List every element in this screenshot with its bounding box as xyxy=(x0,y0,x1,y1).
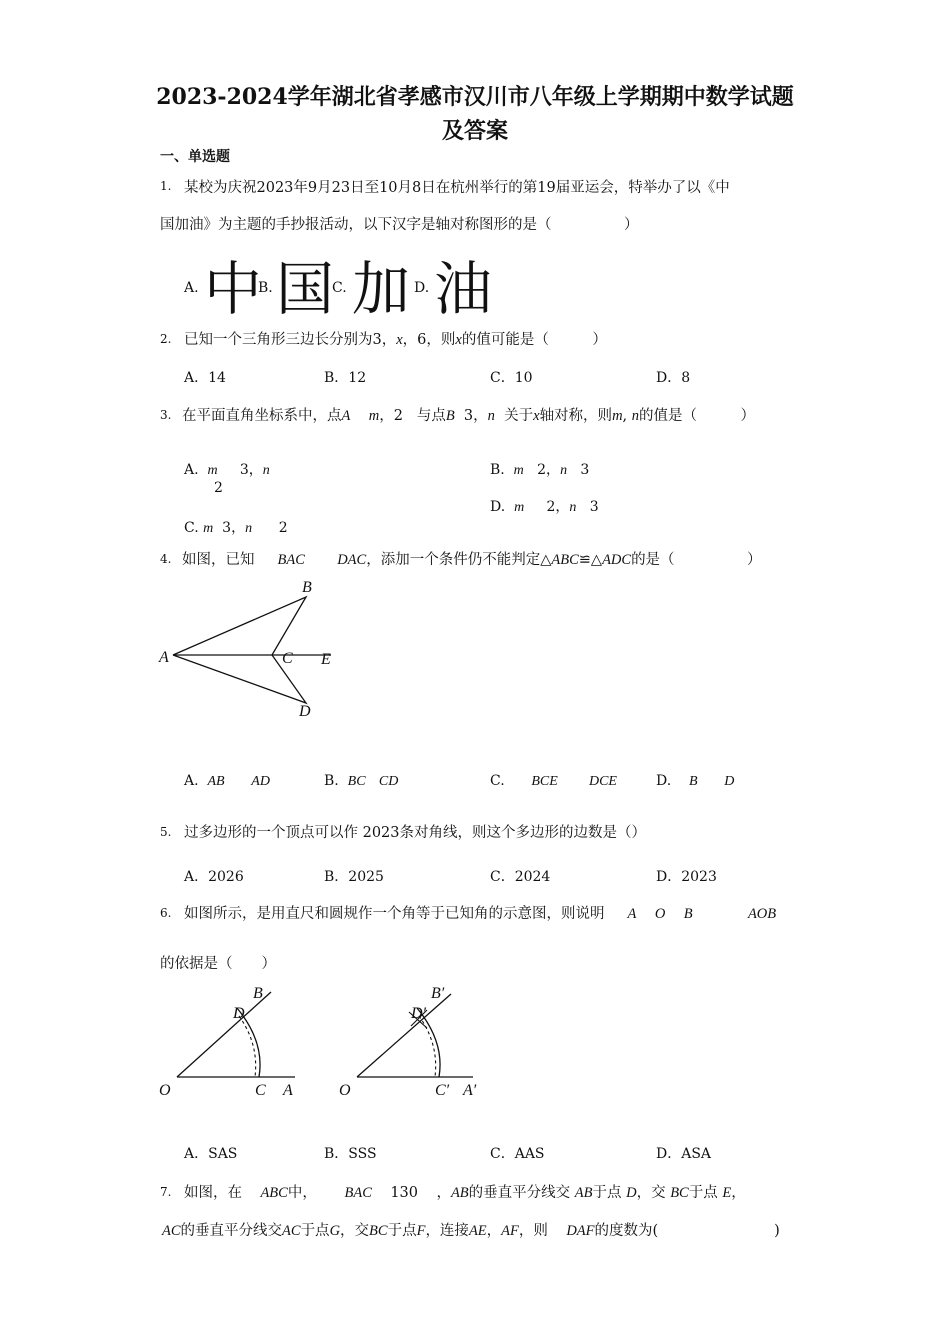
segment: BC xyxy=(369,1223,388,1239)
text: ，连接 xyxy=(425,1223,469,1239)
angle: BAC xyxy=(344,1185,372,1201)
segment: AE xyxy=(468,1223,487,1239)
label-O: O xyxy=(159,1082,171,1099)
text: ≌△ xyxy=(578,552,603,568)
label: D. xyxy=(656,773,672,789)
value: 3 xyxy=(589,499,599,515)
var: m xyxy=(207,463,218,478)
point: D xyxy=(626,1185,637,1201)
var: m xyxy=(513,463,524,478)
option-d[interactable]: D．ASA xyxy=(656,1146,712,1162)
angle: BAC xyxy=(277,552,305,568)
section-heading: 一、单选题 xyxy=(160,149,230,165)
label: A. xyxy=(184,773,199,789)
text: 如图，已知 xyxy=(182,552,255,568)
var: m xyxy=(612,408,623,424)
label: B. xyxy=(324,773,339,789)
angle: DAF xyxy=(566,1223,595,1239)
var: A xyxy=(627,906,637,922)
text: ，交 xyxy=(636,1185,666,1201)
label: C. xyxy=(184,520,199,536)
var: B xyxy=(689,774,698,789)
segment: AC xyxy=(282,1223,301,1239)
var-x: x xyxy=(455,332,462,348)
text: ，则 xyxy=(518,1223,548,1239)
option-b[interactable]: B．12 xyxy=(324,370,367,386)
option-d-label[interactable]: D. xyxy=(414,280,430,296)
label-B-prime: B′ xyxy=(431,985,445,1002)
value: 130 xyxy=(390,1185,418,1201)
text: 在平面直角坐标系中，点 xyxy=(182,408,342,424)
var: O xyxy=(654,906,666,922)
text: ，交 xyxy=(340,1223,370,1239)
question-number: 4. xyxy=(160,552,172,566)
text: 的值可能是（ ） xyxy=(461,332,607,348)
label-B: B xyxy=(253,985,263,1002)
segment: AF xyxy=(501,1223,519,1239)
label-D: D xyxy=(299,703,311,720)
question-text: 某校为庆祝2023年9月23日至10月8日在杭州举行的第19届亚运会，特举办了以《中 xyxy=(184,180,730,196)
option-a-cont: 2 xyxy=(214,480,223,496)
option-d-glyph: 油 xyxy=(434,255,493,323)
option-b[interactable]: B．2025 xyxy=(324,869,384,885)
text: 中， xyxy=(287,1185,317,1201)
option-d[interactable] xyxy=(656,773,734,790)
text: ，6，则 xyxy=(402,332,456,348)
text: 于点 xyxy=(592,1185,622,1201)
label-D: D xyxy=(233,1005,245,1022)
text: 于点 xyxy=(688,1185,718,1201)
option-a-glyph: 中 xyxy=(204,255,263,323)
label: D. xyxy=(490,499,506,515)
var: n xyxy=(631,408,640,424)
var: n xyxy=(262,463,270,478)
var: AB xyxy=(207,774,225,789)
question-text: 过多边形的一个顶点可以作 2023条对角线，则这个多边形的边数是（） xyxy=(184,825,647,841)
segment: AC xyxy=(162,1223,181,1239)
value: 2， xyxy=(546,499,570,515)
option-c-glyph: 加 xyxy=(352,255,411,323)
point: F xyxy=(416,1223,426,1239)
var: DCE xyxy=(588,774,617,789)
var: x xyxy=(533,408,540,424)
text: 关于 xyxy=(504,408,534,424)
question-number: 5. xyxy=(160,825,172,839)
var: B xyxy=(683,906,693,922)
q6-figure-2 xyxy=(335,982,495,1102)
question-text xyxy=(184,1181,746,1202)
label: B. xyxy=(490,462,505,478)
text: 于点 xyxy=(300,1223,330,1239)
question-number: 6. xyxy=(160,906,172,920)
var: n xyxy=(560,463,568,478)
value: 2 xyxy=(278,520,288,536)
question-text xyxy=(182,548,762,569)
option-c[interactable] xyxy=(184,517,288,537)
text: 如图所示，是用直尺和圆规作一个角等于已知角的示意图，则说明 xyxy=(184,906,605,922)
segment: BC xyxy=(670,1185,689,1201)
page-title-line2: 及答案 xyxy=(441,118,508,144)
question-text xyxy=(184,328,607,349)
text: ， xyxy=(486,1223,502,1239)
q4-figure xyxy=(155,572,355,722)
value: 3， xyxy=(222,520,246,536)
question-text-line2 xyxy=(162,1219,780,1240)
label-D-prime: D′ xyxy=(411,1005,427,1022)
var-x: x xyxy=(396,332,403,348)
option-d[interactable]: D．8 xyxy=(656,370,691,386)
text: 2 xyxy=(393,408,404,424)
var: A xyxy=(341,408,351,424)
question-text xyxy=(184,902,776,923)
text: 的是（ ） xyxy=(631,552,762,568)
question-text: 在平面直角坐标系中，点A m，2 与点B 3，n 关于x轴对称，则m, n的值是（ ） xyxy=(182,408,756,424)
option-a[interactable]: A．SAS xyxy=(184,1146,238,1162)
option-c[interactable]: C．AAS xyxy=(490,1146,545,1162)
var: AD xyxy=(251,774,270,789)
text: 3 xyxy=(463,408,474,424)
text: 已知一个三角形三边长分别为3， xyxy=(184,332,397,348)
triangle: ADC xyxy=(602,552,632,568)
option-c[interactable]: C．10 xyxy=(490,370,533,386)
label-A: A xyxy=(283,1082,293,1099)
var: n xyxy=(487,408,495,424)
point: G xyxy=(329,1223,341,1239)
q6-figure-1 xyxy=(155,982,305,1102)
angle: DAC xyxy=(337,552,367,568)
question-number: 7. xyxy=(160,1185,172,1199)
option-a[interactable] xyxy=(184,459,270,479)
label-A-prime: A′ xyxy=(463,1082,477,1099)
label-A: A xyxy=(159,649,169,666)
text: 与点 xyxy=(416,408,446,424)
var: m xyxy=(368,408,380,424)
question-text-line2: 国加油》为主题的手抄报活动，以下汉字是轴对称图形的是（ ） xyxy=(160,217,639,233)
option-a[interactable]: A．14 xyxy=(184,370,226,386)
value: 3 xyxy=(580,462,590,478)
label: A. xyxy=(184,462,199,478)
text: 的值是（ ） xyxy=(639,408,756,424)
text: ， xyxy=(731,1185,746,1201)
question-number: 3. xyxy=(160,408,172,422)
segment: AB xyxy=(450,1185,469,1201)
option-b[interactable] xyxy=(324,773,398,790)
option-c-label[interactable]: C. xyxy=(332,280,347,296)
text: 如图，在 xyxy=(184,1185,242,1201)
point: E xyxy=(722,1185,732,1201)
label-O: O xyxy=(339,1082,351,1099)
option-c[interactable] xyxy=(490,773,617,790)
triangle: ABC xyxy=(260,1185,288,1201)
text: 轴对称，则 xyxy=(539,408,613,424)
var: BC xyxy=(347,774,366,789)
text: ，添加一个条件仍不能判定△ xyxy=(366,552,552,568)
text: 的度数为( ) xyxy=(594,1223,780,1239)
value: 3， xyxy=(239,462,263,478)
label-C: C xyxy=(282,650,293,667)
label-E: E xyxy=(321,651,331,668)
text: 的垂直平分线交 xyxy=(468,1185,571,1201)
text: 于点 xyxy=(387,1223,417,1239)
var: D xyxy=(724,774,735,789)
label-C: C xyxy=(255,1082,266,1099)
option-b[interactable]: B．SSS xyxy=(324,1146,377,1162)
segment: AB xyxy=(574,1185,593,1201)
question-number: 2. xyxy=(160,332,172,346)
var: B xyxy=(445,408,455,424)
question-number: 1. xyxy=(160,179,172,193)
option-b-label[interactable]: B. xyxy=(258,280,273,296)
option-d[interactable] xyxy=(490,496,599,516)
option-a[interactable] xyxy=(184,773,270,790)
var: BCE xyxy=(531,774,558,789)
question-text-line2: 的依据是（ ） xyxy=(160,956,276,972)
var: n xyxy=(245,521,253,536)
var: n xyxy=(569,500,577,515)
option-d[interactable]: D．2023 xyxy=(656,869,717,885)
var: m xyxy=(203,521,214,536)
var: AOB xyxy=(747,906,777,922)
text: 的垂直平分线交 xyxy=(180,1223,283,1239)
var: m xyxy=(514,500,525,515)
option-c[interactable]: C．2024 xyxy=(490,869,551,885)
option-a[interactable]: A．2026 xyxy=(184,869,244,885)
option-a-label[interactable]: A. xyxy=(184,280,199,296)
triangle: ABC xyxy=(551,552,579,568)
label-B: B xyxy=(302,579,312,596)
value: 2， xyxy=(537,462,561,478)
text: ， xyxy=(436,1185,451,1201)
option-b-glyph: 国 xyxy=(276,255,335,323)
var: CD xyxy=(378,774,399,789)
page-title: 2023-2024学年湖北省孝感市汉川市八年级上学期期中数学试题 xyxy=(156,84,794,110)
option-b[interactable] xyxy=(490,459,589,479)
label-C-prime: C′ xyxy=(435,1082,450,1099)
label: C. xyxy=(490,773,505,789)
